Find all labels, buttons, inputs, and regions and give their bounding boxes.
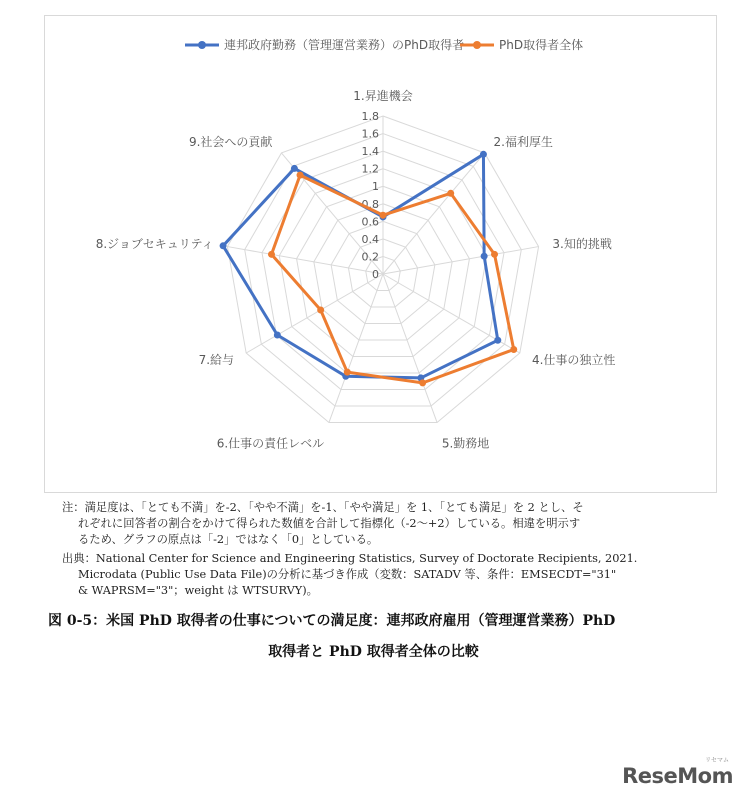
grid-spoke: [227, 247, 383, 274]
figure-caption-line-2: 取得者と PhD 取得者全体の比較: [268, 644, 479, 660]
figure-caption-line-1: 図 0-5：米国 PhD 取得者の仕事についての満足度：連邦政府雇用（管理運営業務）PhD: [48, 613, 616, 629]
category-label: 6.仕事の責任レベル: [216, 436, 325, 451]
series-point-1: [291, 165, 298, 172]
grid-spoke: [246, 274, 383, 353]
legend-marker-2: [473, 41, 481, 49]
series-point-1: [494, 337, 501, 344]
series-point-2: [380, 212, 387, 219]
series-point-2: [447, 190, 454, 197]
resemom-logo: ReseMom: [622, 764, 733, 788]
source-line-2: Microdata (Public Use Data File)の分析に基づき作成（変数：SATADV 等、条件：EMSECDT="31": [78, 568, 617, 581]
series-point-1: [481, 253, 488, 260]
category-label: 8.ジョブセキュリティ: [95, 237, 214, 252]
chart-source: [62, 551, 682, 599]
category-label: 3.知的挑戦: [552, 237, 612, 252]
tick-label: 0.6: [361, 215, 379, 229]
tick-label: 0.4: [361, 232, 379, 246]
legend-label-1: 連邦政府勤務（管理運営業務）のPhD取得者: [224, 38, 465, 52]
series-point-2: [268, 251, 275, 258]
legend-label-2: PhD取得者全体: [499, 38, 584, 52]
series-point-2: [344, 369, 351, 376]
source-line-1: 出典：National Center for Science and Engineering Statistics, Survey of Doctorate Recipients, 2021.: [62, 552, 638, 565]
tick-label: 1.4: [361, 145, 379, 159]
tick-label: 0: [372, 268, 379, 281]
series-point-1: [220, 242, 227, 249]
category-label: 9.社会への貢献: [188, 135, 273, 150]
radar-chart: [45, 16, 716, 492]
series-point-2: [419, 379, 426, 386]
series-point-1: [274, 332, 281, 339]
legend-marker-1: [198, 41, 206, 49]
tick-label: 1.2: [361, 162, 379, 176]
category-label: 4.仕事の独立性: [531, 353, 616, 367]
grid-spoke: [383, 153, 485, 274]
series-point-2: [491, 251, 498, 258]
series-point-2: [317, 306, 324, 313]
note-line-2: れぞれに回答者の割合をかけて得られた数値を合計して指標化（-2〜+2）している。相違を明示す: [78, 517, 581, 530]
series-point-2: [510, 346, 517, 353]
tick-label: 1: [372, 180, 379, 194]
category-label: 5.勤務地: [441, 436, 490, 451]
watermark-sub: リセマム: [705, 757, 729, 764]
category-label: 7.給与: [198, 353, 235, 367]
category-label: 2.福利厚生: [493, 135, 554, 150]
tick-label: 1.6: [361, 127, 379, 141]
series-point-1: [480, 151, 487, 158]
note-line-3: るため、グラフの原点は「-2」ではなく「0」としている。: [78, 533, 379, 546]
note-line-1: 注：満足度は、「とても不満」を-2、「やや不満」を-1、「やや満足」を 1、「とても満足」を 2 とし、そ: [62, 501, 584, 514]
tick-label: 0.8: [361, 197, 379, 211]
chart-note: [62, 500, 682, 548]
category-label: 1.昇進機会: [353, 89, 413, 103]
tick-label: 0.2: [361, 250, 379, 264]
grid-spoke: [383, 247, 539, 274]
tick-label: 1.8: [361, 110, 379, 123]
source-line-3: & WAPRSM="3"；weight は WTSURVY)。: [78, 584, 318, 597]
chart-frame: [44, 15, 717, 493]
series-point-2: [297, 172, 304, 179]
